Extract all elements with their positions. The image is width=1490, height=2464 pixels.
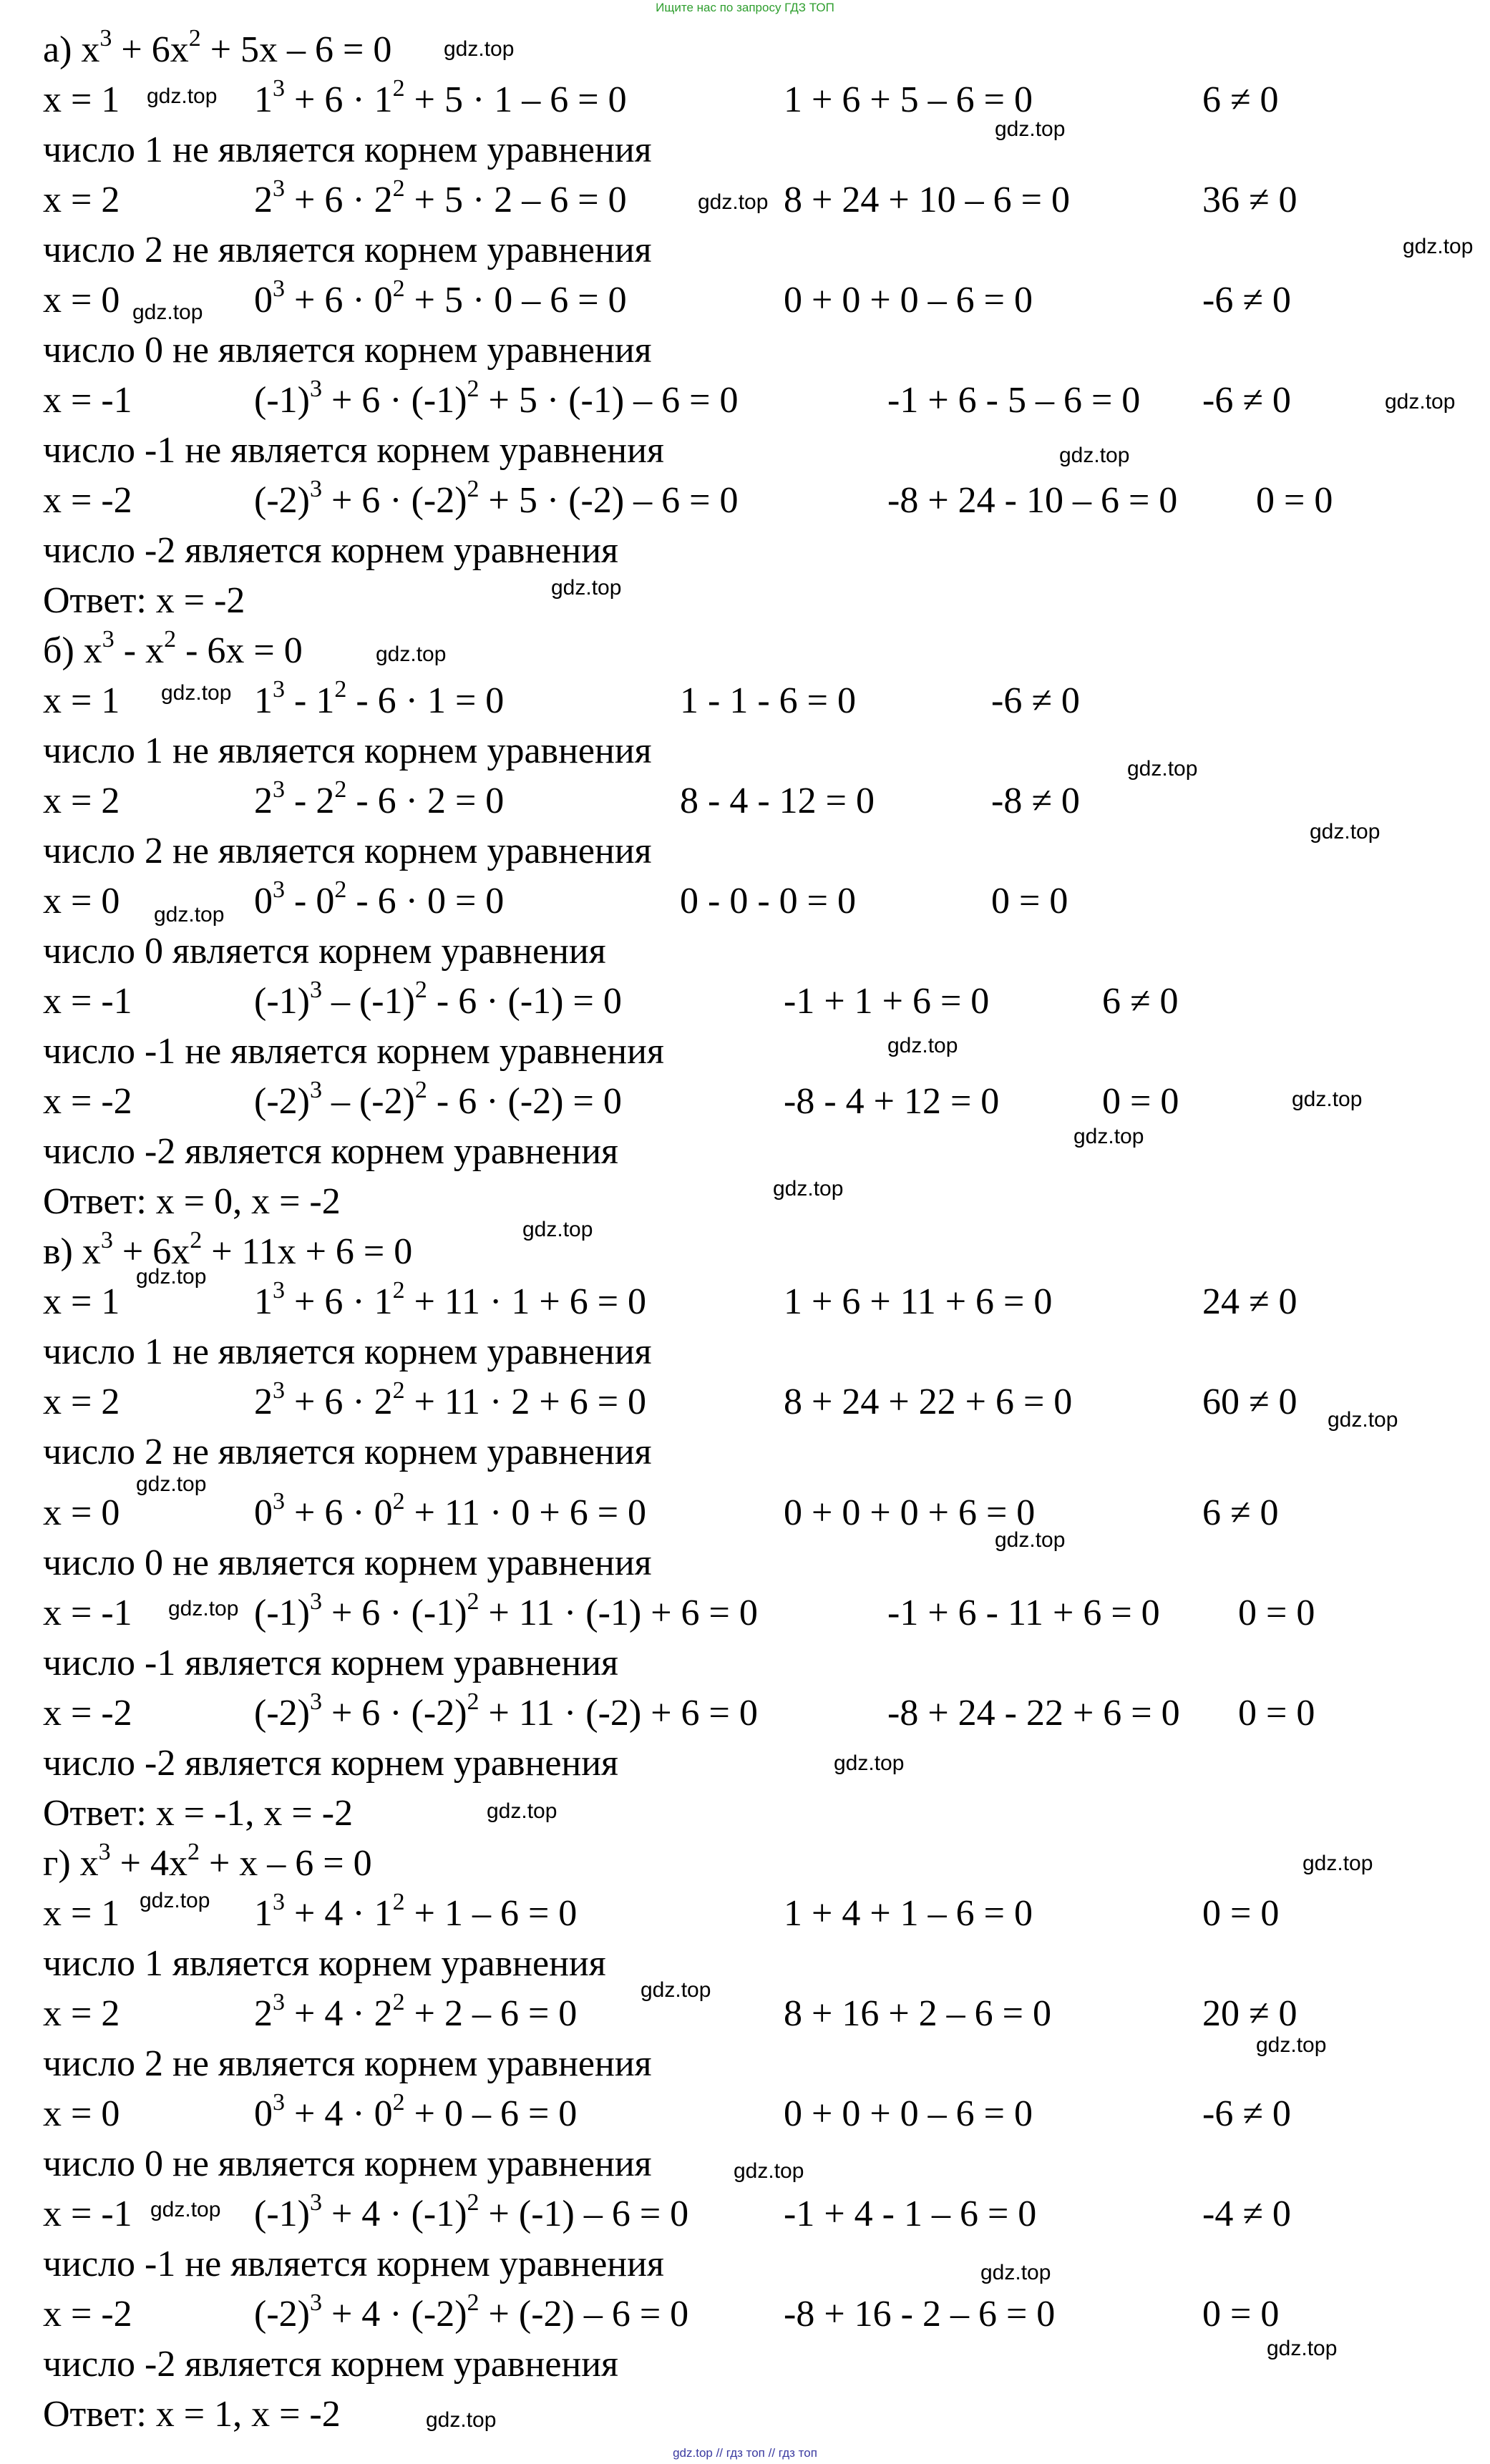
line-label: x = -2 xyxy=(43,2294,132,2335)
line-expression: $(-2)^3 + 6 \cdot (-2)^2 + 5 \cdot (-2) - 6 = 0$ xyxy=(254,476,739,521)
watermark-text: gdz.top xyxy=(1292,1087,1363,1111)
line-expression: 24 ≠ 0 xyxy=(1202,1281,1297,1322)
line-expression: -1 + 1 + 6 = 0 xyxy=(784,981,990,1022)
line-expression: 0 = 0 xyxy=(1202,2294,1280,2335)
watermark-text: gdz.top xyxy=(426,2408,497,2432)
line-expression: $1^3 + 6 \cdot 1^2 + 5 \cdot 1 - 6 = 0$ xyxy=(254,75,627,120)
line-label: x = 1 xyxy=(43,1281,120,1322)
line-label: x = 2 xyxy=(43,1382,120,1422)
watermark-text: gdz.top xyxy=(376,642,447,666)
line-label: число 1 не является корнем уравнения xyxy=(43,1331,652,1372)
watermark-text: gdz.top xyxy=(773,1177,844,1201)
line-expression: 6 ≠ 0 xyxy=(1202,1492,1279,1533)
line-expression: $1^3 + 4 \cdot 1^2 + 1 - 6 = 0$ xyxy=(254,1889,578,1934)
line-expression: $0^3 - 0^2 - 6 \cdot 0 = 0$ xyxy=(254,876,505,921)
line-expression: -8 ≠ 0 xyxy=(991,781,1080,821)
watermark-text: gdz.top xyxy=(980,2261,1051,2284)
line-label: число -2 является корнем уравнения xyxy=(43,1743,618,1784)
line-label: число 2 не является корнем уравнения xyxy=(43,1432,652,1472)
line-expression: -4 ≠ 0 xyxy=(1202,2194,1291,2234)
watermark-text: gdz.top xyxy=(1059,444,1130,467)
line-label: x = -1 xyxy=(43,380,132,421)
line-expression: -6 ≠ 0 xyxy=(1202,2093,1291,2134)
line-label: Ответ: x = 0, x = -2 xyxy=(43,1181,341,1222)
watermark-text: gdz.top xyxy=(1385,390,1456,414)
watermark-text: gdz.top xyxy=(168,1597,239,1620)
line-expression: $(-1)^3 + 6 \cdot (-1)^2 + 11 \cdot (-1) + 6 = 0$ xyxy=(254,1588,758,1633)
line-label: x = 1 xyxy=(43,1893,120,1934)
line-expression: -8 + 16 - 2 – 6 = 0 xyxy=(784,2294,1056,2335)
line-label: а) $x^3 + 6x^2 + 5x - 6 = 0$ xyxy=(43,25,392,70)
line-expression: -8 + 24 - 10 – 6 = 0 xyxy=(887,480,1178,521)
watermark-text: gdz.top xyxy=(1267,2337,1338,2360)
watermark-text: gdz.top xyxy=(834,1751,905,1775)
line-expression: -6 ≠ 0 xyxy=(1202,380,1291,421)
line-expression: 0 - 0 - 0 = 0 xyxy=(680,881,856,921)
line-label: x = 2 xyxy=(43,781,120,821)
line-label: x = -2 xyxy=(43,1693,132,1734)
line-expression: 60 ≠ 0 xyxy=(1202,1382,1297,1422)
line-label: Ответ: x = -1, x = -2 xyxy=(43,1793,354,1834)
line-expression: 8 + 16 + 2 – 6 = 0 xyxy=(784,1993,1051,2034)
line-label: г) $x^3 + 4x^2 + x - 6 = 0$ xyxy=(43,1839,372,1884)
watermark-text: gdz.top xyxy=(698,190,769,214)
line-expression: $1^3 - 1^2 - 6 \cdot 1 = 0$ xyxy=(254,676,505,721)
watermark-text: gdz.top xyxy=(1256,2033,1327,2057)
line-label: число 1 не является корнем уравнения xyxy=(43,730,652,771)
line-label: число 0 не является корнем уравнения xyxy=(43,1543,652,1583)
line-expression: 1 + 6 + 11 + 6 = 0 xyxy=(784,1281,1053,1322)
line-label: x = -1 xyxy=(43,981,132,1022)
line-label: x = 0 xyxy=(43,881,120,921)
line-label: x = 2 xyxy=(43,180,120,220)
line-expression: $(-2)^3 + 4 \cdot (-2)^2 + (-2) - 6 = 0$ xyxy=(254,2289,689,2335)
watermark-text: gdz.top xyxy=(522,1218,593,1241)
page-footer-note: gdz.top // гдз топ // гдз топ xyxy=(673,2446,817,2460)
line-expression: 0 + 0 + 0 + 6 = 0 xyxy=(784,1492,1036,1533)
watermark-text: gdz.top xyxy=(995,117,1066,141)
watermark-text: gdz.top xyxy=(1302,1852,1373,1875)
line-expression: 6 ≠ 0 xyxy=(1102,981,1179,1022)
line-expression: 1 + 4 + 1 – 6 = 0 xyxy=(784,1893,1033,1934)
line-label: число -2 является корнем уравнения xyxy=(43,1131,618,1172)
line-expression: -1 + 6 - 5 – 6 = 0 xyxy=(887,380,1141,421)
line-expression: 20 ≠ 0 xyxy=(1202,1993,1297,2034)
line-label: x = 0 xyxy=(43,1492,120,1533)
line-expression: 1 - 1 - 6 = 0 xyxy=(680,680,856,721)
line-expression: 0 = 0 xyxy=(1238,1693,1315,1734)
line-expression: $2^3 - 2^2 - 6 \cdot 2 = 0$ xyxy=(254,776,505,821)
watermark-text: gdz.top xyxy=(1403,235,1474,258)
line-expression: $(-2)^3 - (-2)^2 - 6 \cdot (-2) = 0$ xyxy=(254,1077,622,1122)
watermark-text: gdz.top xyxy=(1310,820,1381,844)
line-label: x = 2 xyxy=(43,1993,120,2034)
line-label: Ответ: x = -2 xyxy=(43,580,245,621)
watermark-text: gdz.top xyxy=(1073,1125,1144,1148)
line-label: число -2 является корнем уравнения xyxy=(43,530,618,571)
line-label: число -2 является корнем уравнения xyxy=(43,2344,618,2385)
watermark-text: gdz.top xyxy=(734,2159,804,2183)
line-expression: -1 + 4 - 1 – 6 = 0 xyxy=(784,2194,1037,2234)
line-label: число 1 является корнем уравнения xyxy=(43,1943,606,1984)
watermark-text: gdz.top xyxy=(161,681,232,705)
line-label: x = 1 xyxy=(43,680,120,721)
line-expression: 8 + 24 + 22 + 6 = 0 xyxy=(784,1382,1073,1422)
watermark-text: gdz.top xyxy=(995,1528,1066,1552)
line-label: б) $x^3 - x^2 - 6x = 0$ xyxy=(43,626,303,671)
watermark-text: gdz.top xyxy=(887,1034,958,1057)
line-label: Ответ: x = 1, x = -2 xyxy=(43,2394,341,2435)
line-expression: 0 = 0 xyxy=(991,881,1068,921)
line-expression: 8 - 4 - 12 = 0 xyxy=(680,781,875,821)
watermark-text: gdz.top xyxy=(1127,757,1198,781)
line-expression: -8 + 24 - 22 + 6 = 0 xyxy=(887,1693,1180,1734)
line-expression: 0 = 0 xyxy=(1256,480,1333,521)
line-label: в) $x^3 + 6x^2 + 11x + 6 = 0$ xyxy=(43,1227,413,1272)
line-expression: -6 ≠ 0 xyxy=(991,680,1080,721)
line-expression: $0^3 + 4 \cdot 0^2 + 0 - 6 = 0$ xyxy=(254,2089,578,2134)
line-label: число 2 не является корнем уравнения xyxy=(43,2043,652,2084)
line-label: x = 0 xyxy=(43,280,120,321)
line-expression: -1 + 6 - 11 + 6 = 0 xyxy=(887,1593,1160,1633)
line-label: число 1 не является корнем уравнения xyxy=(43,129,652,170)
line-expression: $(-1)^3 + 6 \cdot (-1)^2 + 5 \cdot (-1) - 6 = 0$ xyxy=(254,376,739,421)
line-label: x = -2 xyxy=(43,1081,132,1122)
line-label: число 0 является корнем уравнения xyxy=(43,931,606,972)
line-label: число -1 не является корнем уравнения xyxy=(43,430,664,471)
line-expression: 6 ≠ 0 xyxy=(1202,79,1279,120)
line-expression: -6 ≠ 0 xyxy=(1202,280,1291,321)
watermark-text: gdz.top xyxy=(444,37,515,61)
line-expression: 1 + 6 + 5 – 6 = 0 xyxy=(784,79,1033,120)
line-label: число -1 не является корнем уравнения xyxy=(43,1031,664,1072)
line-expression: 8 + 24 + 10 – 6 = 0 xyxy=(784,180,1070,220)
line-expression: 0 + 0 + 0 – 6 = 0 xyxy=(784,2093,1033,2134)
line-expression: $2^3 + 6 \cdot 2^2 + 5 \cdot 2 - 6 = 0$ xyxy=(254,175,627,220)
line-label: число -1 не является корнем уравнения xyxy=(43,2244,664,2284)
line-label: число 0 не является корнем уравнения xyxy=(43,330,652,371)
line-expression: 0 = 0 xyxy=(1238,1593,1315,1633)
line-expression: $(-2)^3 + 6 \cdot (-2)^2 + 11 \cdot (-2) + 6 = 0$ xyxy=(254,1688,758,1734)
line-label: число 2 не является корнем уравнения xyxy=(43,230,652,270)
watermark-text: gdz.top xyxy=(150,2198,221,2221)
line-expression: $1^3 + 6 \cdot 1^2 + 11 \cdot 1 + 6 = 0$ xyxy=(254,1277,647,1322)
line-label: число 2 не является корнем уравнения xyxy=(43,831,652,871)
watermark-text: gdz.top xyxy=(136,1472,207,1496)
line-expression: 0 = 0 xyxy=(1102,1081,1179,1122)
line-expression: $2^3 + 6 \cdot 2^2 + 11 \cdot 2 + 6 = 0$ xyxy=(254,1377,647,1422)
line-expression: $0^3 + 6 \cdot 0^2 + 11 \cdot 0 + 6 = 0$ xyxy=(254,1488,647,1533)
watermark-text: gdz.top xyxy=(551,576,622,600)
watermark-text: gdz.top xyxy=(147,84,218,108)
line-expression: $2^3 + 4 \cdot 2^2 + 2 - 6 = 0$ xyxy=(254,1989,578,2034)
watermark-text: gdz.top xyxy=(140,1889,210,1912)
watermark-text: gdz.top xyxy=(641,1978,711,2002)
line-expression: 36 ≠ 0 xyxy=(1202,180,1297,220)
watermark-text: gdz.top xyxy=(1328,1408,1398,1432)
line-expression: $0^3 + 6 \cdot 0^2 + 5 \cdot 0 - 6 = 0$ xyxy=(254,275,627,321)
watermark-text: gdz.top xyxy=(132,300,203,324)
line-label: число -1 является корнем уравнения xyxy=(43,1643,618,1683)
line-label: x = -1 xyxy=(43,2194,132,2234)
line-label: x = -1 xyxy=(43,1593,132,1633)
line-label: число 0 не является корнем уравнения xyxy=(43,2143,652,2184)
line-expression: 0 + 0 + 0 – 6 = 0 xyxy=(784,280,1033,321)
watermark-text: gdz.top xyxy=(154,903,225,927)
watermark-text: gdz.top xyxy=(487,1799,557,1823)
page-header-note: Ищите нас по запросу ГДЗ ТОП xyxy=(656,1,834,14)
line-label: x = 1 xyxy=(43,79,120,120)
watermark-text: gdz.top xyxy=(136,1265,207,1289)
line-expression: 0 = 0 xyxy=(1202,1893,1280,1934)
line-expression: -8 - 4 + 12 = 0 xyxy=(784,1081,1000,1122)
line-expression: $(-1)^3 + 4 \cdot (-1)^2 + (-1) - 6 = 0$ xyxy=(254,2189,689,2234)
line-expression: $(-1)^3 - (-1)^2 - 6 \cdot (-1) = 0$ xyxy=(254,977,622,1022)
line-label: x = -2 xyxy=(43,480,132,521)
line-label: x = 0 xyxy=(43,2093,120,2134)
